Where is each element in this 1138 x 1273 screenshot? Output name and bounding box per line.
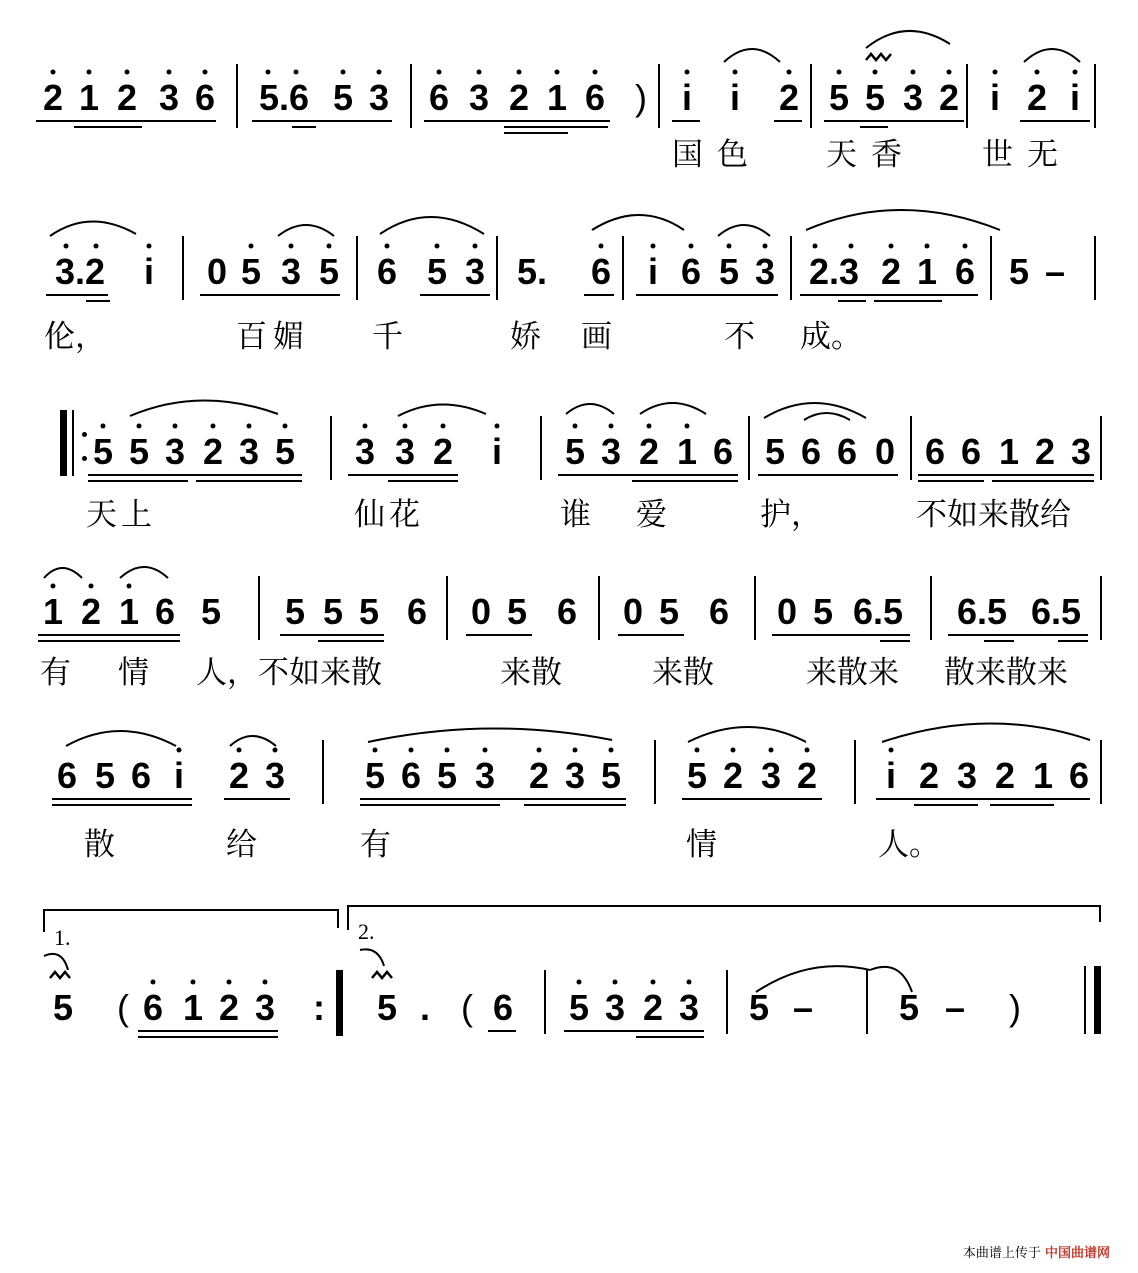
slur (882, 723, 1090, 742)
dash: – (944, 987, 966, 1028)
lyric: 世无 (982, 137, 1072, 173)
slur (398, 404, 486, 416)
note: 3 (264, 755, 286, 796)
dot-rhythm: . (419, 987, 430, 1028)
mordent-ornament (866, 54, 891, 60)
note: 2 (432, 431, 454, 472)
note: 0 (206, 251, 228, 292)
note: 3 (158, 77, 180, 118)
slur (66, 731, 176, 746)
note: 2 (938, 77, 960, 118)
note: 6.5 (852, 591, 904, 632)
note: i (491, 431, 502, 472)
note: 5 (1008, 251, 1030, 292)
note: 6 (130, 755, 152, 796)
note: 6.5 (1030, 591, 1082, 632)
note: 5 (898, 987, 920, 1028)
note: 2 (1034, 431, 1056, 472)
note: 3 (238, 431, 260, 472)
note: 5 (600, 755, 622, 796)
lyric: 天香 (826, 137, 916, 173)
note: 5 (686, 755, 708, 796)
volta-bracket-1 (44, 910, 338, 932)
note: 5 (200, 591, 222, 632)
note: 5 (764, 431, 786, 472)
note: 5 (274, 431, 296, 472)
note: 6 (492, 987, 514, 1028)
note: 5 (658, 591, 680, 632)
slur (368, 728, 612, 742)
note: 5 (828, 77, 850, 118)
lyric: 情 (686, 827, 717, 863)
note: 2 (42, 77, 64, 118)
note: 6 (954, 251, 976, 292)
lyric: 国色 (672, 137, 762, 173)
note: 1 (182, 987, 204, 1028)
lyric: 来散 (500, 655, 562, 691)
note: 3 (164, 431, 186, 472)
note: 6 (376, 251, 398, 292)
ending-1-label: 1. (54, 925, 71, 950)
note: 6 (590, 251, 612, 292)
note: 3 (754, 251, 776, 292)
note: 2 (778, 77, 800, 118)
note: 5 (568, 987, 590, 1028)
ending-2-label: 2. (358, 919, 375, 944)
slur (50, 221, 136, 236)
note: 6 (428, 77, 450, 118)
paren-open: ( (117, 987, 129, 1028)
note: 2 (638, 431, 660, 472)
note: 2 (80, 591, 102, 632)
note: 5 (376, 987, 398, 1028)
note: 1 (78, 77, 100, 118)
lyric: 有 (40, 655, 71, 691)
note: 5 (322, 591, 344, 632)
note: 5 (128, 431, 150, 472)
note: 3 (254, 987, 276, 1028)
repeat-end-dots: : (313, 987, 325, 1028)
note: 5 (864, 77, 886, 118)
note: 2 (994, 755, 1016, 796)
note: i (729, 77, 740, 118)
note: 3 (600, 431, 622, 472)
note: i (681, 77, 692, 118)
slur (688, 727, 806, 742)
dash: – (792, 987, 814, 1028)
note: 2 (1026, 77, 1048, 118)
note: 1 (42, 591, 64, 632)
slur (44, 954, 68, 970)
note: 6 (712, 431, 734, 472)
note: i (989, 77, 1000, 118)
note: 6 (680, 251, 702, 292)
note: 3 (902, 77, 924, 118)
lyric: 有 (360, 827, 391, 863)
note: i (173, 755, 184, 796)
note: 2 (796, 755, 818, 796)
note: 2 (880, 251, 902, 292)
note: 5 (364, 755, 386, 796)
slur (592, 215, 684, 230)
note: 2 (528, 755, 550, 796)
volta-bracket-2 (348, 906, 1100, 930)
lyric: 护， (760, 497, 822, 533)
lyric: 不如来散给 (916, 497, 1071, 533)
note: 3 (468, 77, 490, 118)
lyric: 天上 (86, 497, 156, 533)
slur (806, 210, 1000, 230)
note: i (647, 251, 658, 292)
note: 2 (722, 755, 744, 796)
slur (756, 966, 870, 992)
lyric: 百媚 (236, 319, 310, 355)
note: 2 (642, 987, 664, 1028)
note: 5.6 (258, 77, 310, 118)
note: 5 (506, 591, 528, 632)
note: 0 (776, 591, 798, 632)
slur (360, 949, 384, 966)
note: 5 (94, 755, 116, 796)
note: 1 (1032, 755, 1054, 796)
note: 5 (748, 987, 770, 1028)
lyric: 给 (226, 827, 257, 863)
slur (230, 736, 276, 746)
note: 2 (116, 77, 138, 118)
paren-close: ) (635, 77, 647, 118)
note: 3 (564, 755, 586, 796)
note: 6 (836, 431, 858, 472)
note: 3 (604, 987, 626, 1028)
lyric: 情 (118, 655, 149, 691)
note: 6 (584, 77, 606, 118)
note: 5 (284, 591, 306, 632)
lyric: 人。 (878, 827, 940, 863)
note: 3 (956, 755, 978, 796)
lyric: 人，不如来散 (196, 655, 382, 691)
note: 5 (318, 251, 340, 292)
note: 1 (916, 251, 938, 292)
note: 1 (546, 77, 568, 118)
note: 2 (508, 77, 530, 118)
lyric: 爱 (636, 497, 667, 533)
lyric: 散来散来 (944, 655, 1068, 691)
slur (870, 967, 912, 992)
note: 6 (154, 591, 176, 632)
note: 6 (960, 431, 982, 472)
note: 6 (400, 755, 422, 796)
note: 5 (240, 251, 262, 292)
note: 0 (874, 431, 896, 472)
slur (130, 400, 278, 416)
note: 3 (464, 251, 486, 292)
lyric: 伦， (44, 319, 106, 355)
note: 2.3 (808, 251, 860, 292)
lyric: 散 (84, 827, 115, 863)
note: 3.2 (54, 251, 106, 292)
lyric: 来散来 (806, 655, 899, 691)
note: 3 (474, 755, 496, 796)
note: 3 (1070, 431, 1092, 472)
slur (718, 225, 770, 236)
note: 2 (218, 987, 240, 1028)
lyric: 千 (372, 319, 403, 355)
note: 5 (426, 251, 448, 292)
note: 5 (436, 755, 458, 796)
slur (278, 225, 334, 236)
mordent-ornament (372, 972, 392, 978)
note: 3 (678, 987, 700, 1028)
note: 6 (194, 77, 216, 118)
note: 6 (56, 755, 78, 796)
note: 5 (564, 431, 586, 472)
note: i (143, 251, 154, 292)
slur (380, 217, 484, 234)
lyric: 谁 (560, 497, 591, 533)
dash: – (1044, 251, 1066, 292)
lyric: 来散 (652, 655, 714, 691)
slur (566, 404, 614, 414)
note: 3 (760, 755, 782, 796)
note: 0 (622, 591, 644, 632)
mordent-ornament (50, 972, 70, 978)
note: 1 (676, 431, 698, 472)
footer-credit (963, 1242, 1110, 1261)
lyric: 娇画 (510, 319, 652, 355)
note: 6 (1068, 755, 1090, 796)
paren-open: ( (461, 987, 473, 1028)
note: 5 (358, 591, 380, 632)
note: 6 (800, 431, 822, 472)
note: 2 (202, 431, 224, 472)
lyric: 成。 (800, 319, 862, 355)
slur (1024, 49, 1080, 62)
note: i (885, 755, 896, 796)
note: 5 (812, 591, 834, 632)
note: 2 (228, 755, 250, 796)
note: 6 (924, 431, 946, 472)
note: 5 (52, 987, 74, 1028)
slur (724, 49, 780, 62)
slur (120, 567, 168, 578)
lyric: 仙花 (354, 497, 424, 533)
note: i (1069, 77, 1080, 118)
lyric: 不 (724, 319, 755, 355)
note: 2 (918, 755, 940, 796)
slur (866, 31, 950, 48)
note: 0 (470, 591, 492, 632)
note: 3 (368, 77, 390, 118)
note: 1 (118, 591, 140, 632)
slur (44, 568, 82, 578)
note: 5. (516, 251, 548, 292)
note: 5 (92, 431, 114, 472)
slur (804, 413, 850, 420)
note: 3 (354, 431, 376, 472)
site-logo-text[interactable]: 中国曲谱网 (1044, 1246, 1110, 1261)
slur (640, 403, 706, 414)
paren-close: ) (1009, 987, 1021, 1028)
note: 1 (998, 431, 1020, 472)
footer-prefix: 本曲谱上传于 (962, 1246, 1041, 1261)
note: 6 (142, 987, 164, 1028)
note: 6 (708, 591, 730, 632)
note: 6 (556, 591, 578, 632)
note: 5 (718, 251, 740, 292)
note: 3 (280, 251, 302, 292)
note: 6.5 (956, 591, 1008, 632)
note: 3 (394, 431, 416, 472)
note: 5 (332, 77, 354, 118)
note: 6 (406, 591, 428, 632)
